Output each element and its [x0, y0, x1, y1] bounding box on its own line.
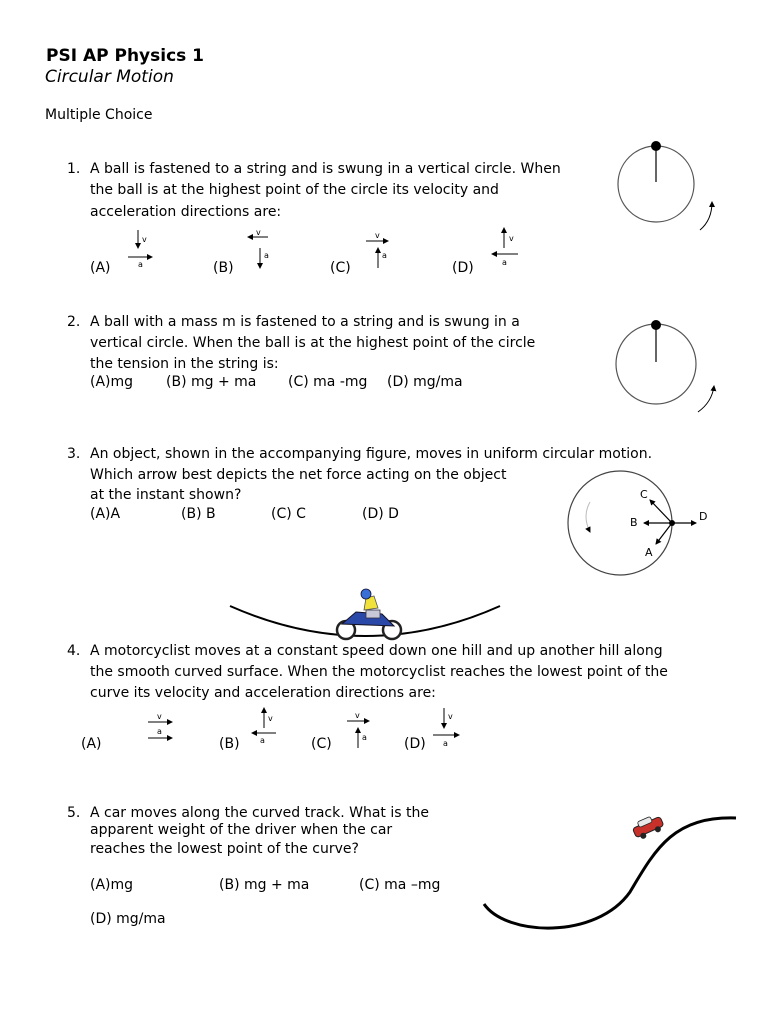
velocity-label: v — [375, 231, 380, 240]
velocity-label: v — [142, 235, 147, 244]
question-number: 3. — [67, 446, 81, 462]
choice-a[interactable]: (A)mg — [90, 877, 134, 893]
q1-option-c-vectors — [366, 231, 388, 268]
question-number: 5. — [67, 805, 81, 821]
rotation-arrow — [700, 202, 712, 230]
q4-option-d-vectors — [433, 708, 459, 748]
motorcycle-icon — [337, 589, 401, 639]
choice-a[interactable]: (A) — [81, 736, 102, 752]
curved-track — [484, 818, 736, 928]
q2-circle-figure — [612, 316, 722, 416]
question-text-line: A ball is fastened to a string and is swung in a vertical circle. When — [90, 161, 561, 177]
acceleration-label: a — [138, 260, 143, 269]
question-text-line: An object, shown in the accompanying figure, moves in uniform circular motion. — [90, 446, 653, 462]
label-d: D — [699, 510, 708, 523]
car-icon — [631, 813, 666, 842]
acceleration-label: a — [264, 251, 269, 260]
page-subtitle: Circular Motion — [45, 67, 174, 87]
arrow-a — [656, 523, 672, 544]
question-text-line: A ball with a mass m is fastened to a string and is swung in a — [90, 314, 520, 330]
choice-a[interactable]: (A)A — [90, 506, 121, 522]
motion-direction-arrow — [586, 502, 590, 532]
question-number: 2. — [67, 314, 81, 330]
rotation-arrow — [698, 386, 714, 412]
ball — [651, 320, 661, 330]
question-text-line: A car moves along the curved track. What is the — [90, 805, 429, 821]
acceleration-label: a — [362, 733, 367, 742]
question-text-line: A motorcyclist moves at a constant speed down one hill and up another hill along — [90, 643, 663, 659]
q4-option-c-vectors — [347, 711, 369, 748]
question-text-line: apparent weight of the driver when the car — [90, 822, 393, 838]
choice-d[interactable]: (D) D — [362, 506, 399, 522]
question-number: 4. — [67, 643, 81, 659]
acceleration-label: a — [443, 739, 448, 748]
choice-b[interactable]: (B) — [213, 260, 234, 276]
acceleration-label: a — [157, 727, 162, 736]
question-number: 1. — [67, 161, 81, 177]
choice-c[interactable]: (C) ma -mg — [288, 374, 368, 390]
q5-curved-track-figure — [478, 808, 740, 938]
choice-c[interactable]: (C) — [311, 736, 332, 752]
q3-force-figure — [560, 468, 720, 580]
ball — [651, 141, 661, 151]
choice-b[interactable]: (B) mg + ma — [219, 877, 310, 893]
choice-b[interactable]: (B) B — [181, 506, 216, 522]
choice-a[interactable]: (A)mg — [90, 374, 134, 390]
velocity-label: v — [509, 234, 514, 243]
question-text-line: Which arrow best depicts the net force acting on the object — [90, 467, 507, 483]
choice-d[interactable]: (D) — [404, 736, 426, 752]
motorcycle-valley-image — [226, 586, 506, 646]
question-text-line: the smooth curved surface. When the motorcyclist reaches the lowest point of the — [90, 664, 668, 680]
q1-vector-diagrams — [120, 226, 520, 276]
question-text-line: the tension in the string is: — [90, 356, 279, 372]
question-text-line: reaches the lowest point of the curve? — [90, 841, 359, 857]
acceleration-label: a — [382, 251, 387, 260]
q1-circle-figure — [612, 138, 722, 238]
choice-b[interactable]: (B) — [219, 736, 240, 752]
velocity-label: v — [355, 711, 360, 720]
velocity-label: v — [268, 714, 273, 723]
q4-option-b-vectors — [252, 708, 276, 745]
question-text-line: the ball is at the highest point of the circle its velocity and — [90, 182, 499, 198]
acceleration-label: a — [260, 736, 265, 745]
choice-c[interactable]: (C) — [330, 260, 351, 276]
q1-option-a-vectors — [128, 230, 152, 269]
question-text-line: acceleration directions are: — [90, 204, 282, 220]
choice-c[interactable]: (C) C — [271, 506, 306, 522]
q4-option-a-vectors — [148, 712, 172, 738]
choice-c[interactable]: (C) ma –mg — [359, 877, 441, 893]
choice-d[interactable]: (D) mg/ma — [90, 911, 166, 927]
choice-b[interactable]: (B) mg + ma — [166, 374, 257, 390]
page-title: PSI AP Physics 1 — [46, 46, 205, 66]
label-c: C — [640, 488, 648, 501]
question-text-line: curve its velocity and acceleration directions are: — [90, 685, 436, 701]
label-a: A — [645, 546, 653, 559]
q1-option-b-vectors — [248, 228, 269, 268]
q4-vector-diagrams — [140, 706, 470, 750]
choice-d[interactable]: (D) mg/ma — [387, 374, 463, 390]
section-heading: Multiple Choice — [45, 107, 153, 123]
q1-option-d-vectors — [492, 228, 518, 267]
choice-d[interactable]: (D) — [452, 260, 474, 276]
choice-a[interactable]: (A) — [90, 260, 111, 276]
velocity-label: v — [448, 712, 453, 721]
velocity-label: v — [256, 228, 261, 237]
question-text-line: at the instant shown? — [90, 487, 242, 503]
label-b: B — [630, 516, 638, 529]
acceleration-label: a — [502, 258, 507, 267]
question-text-line: vertical circle. When the ball is at the highest point of the circle — [90, 335, 536, 351]
velocity-label: v — [157, 712, 162, 721]
